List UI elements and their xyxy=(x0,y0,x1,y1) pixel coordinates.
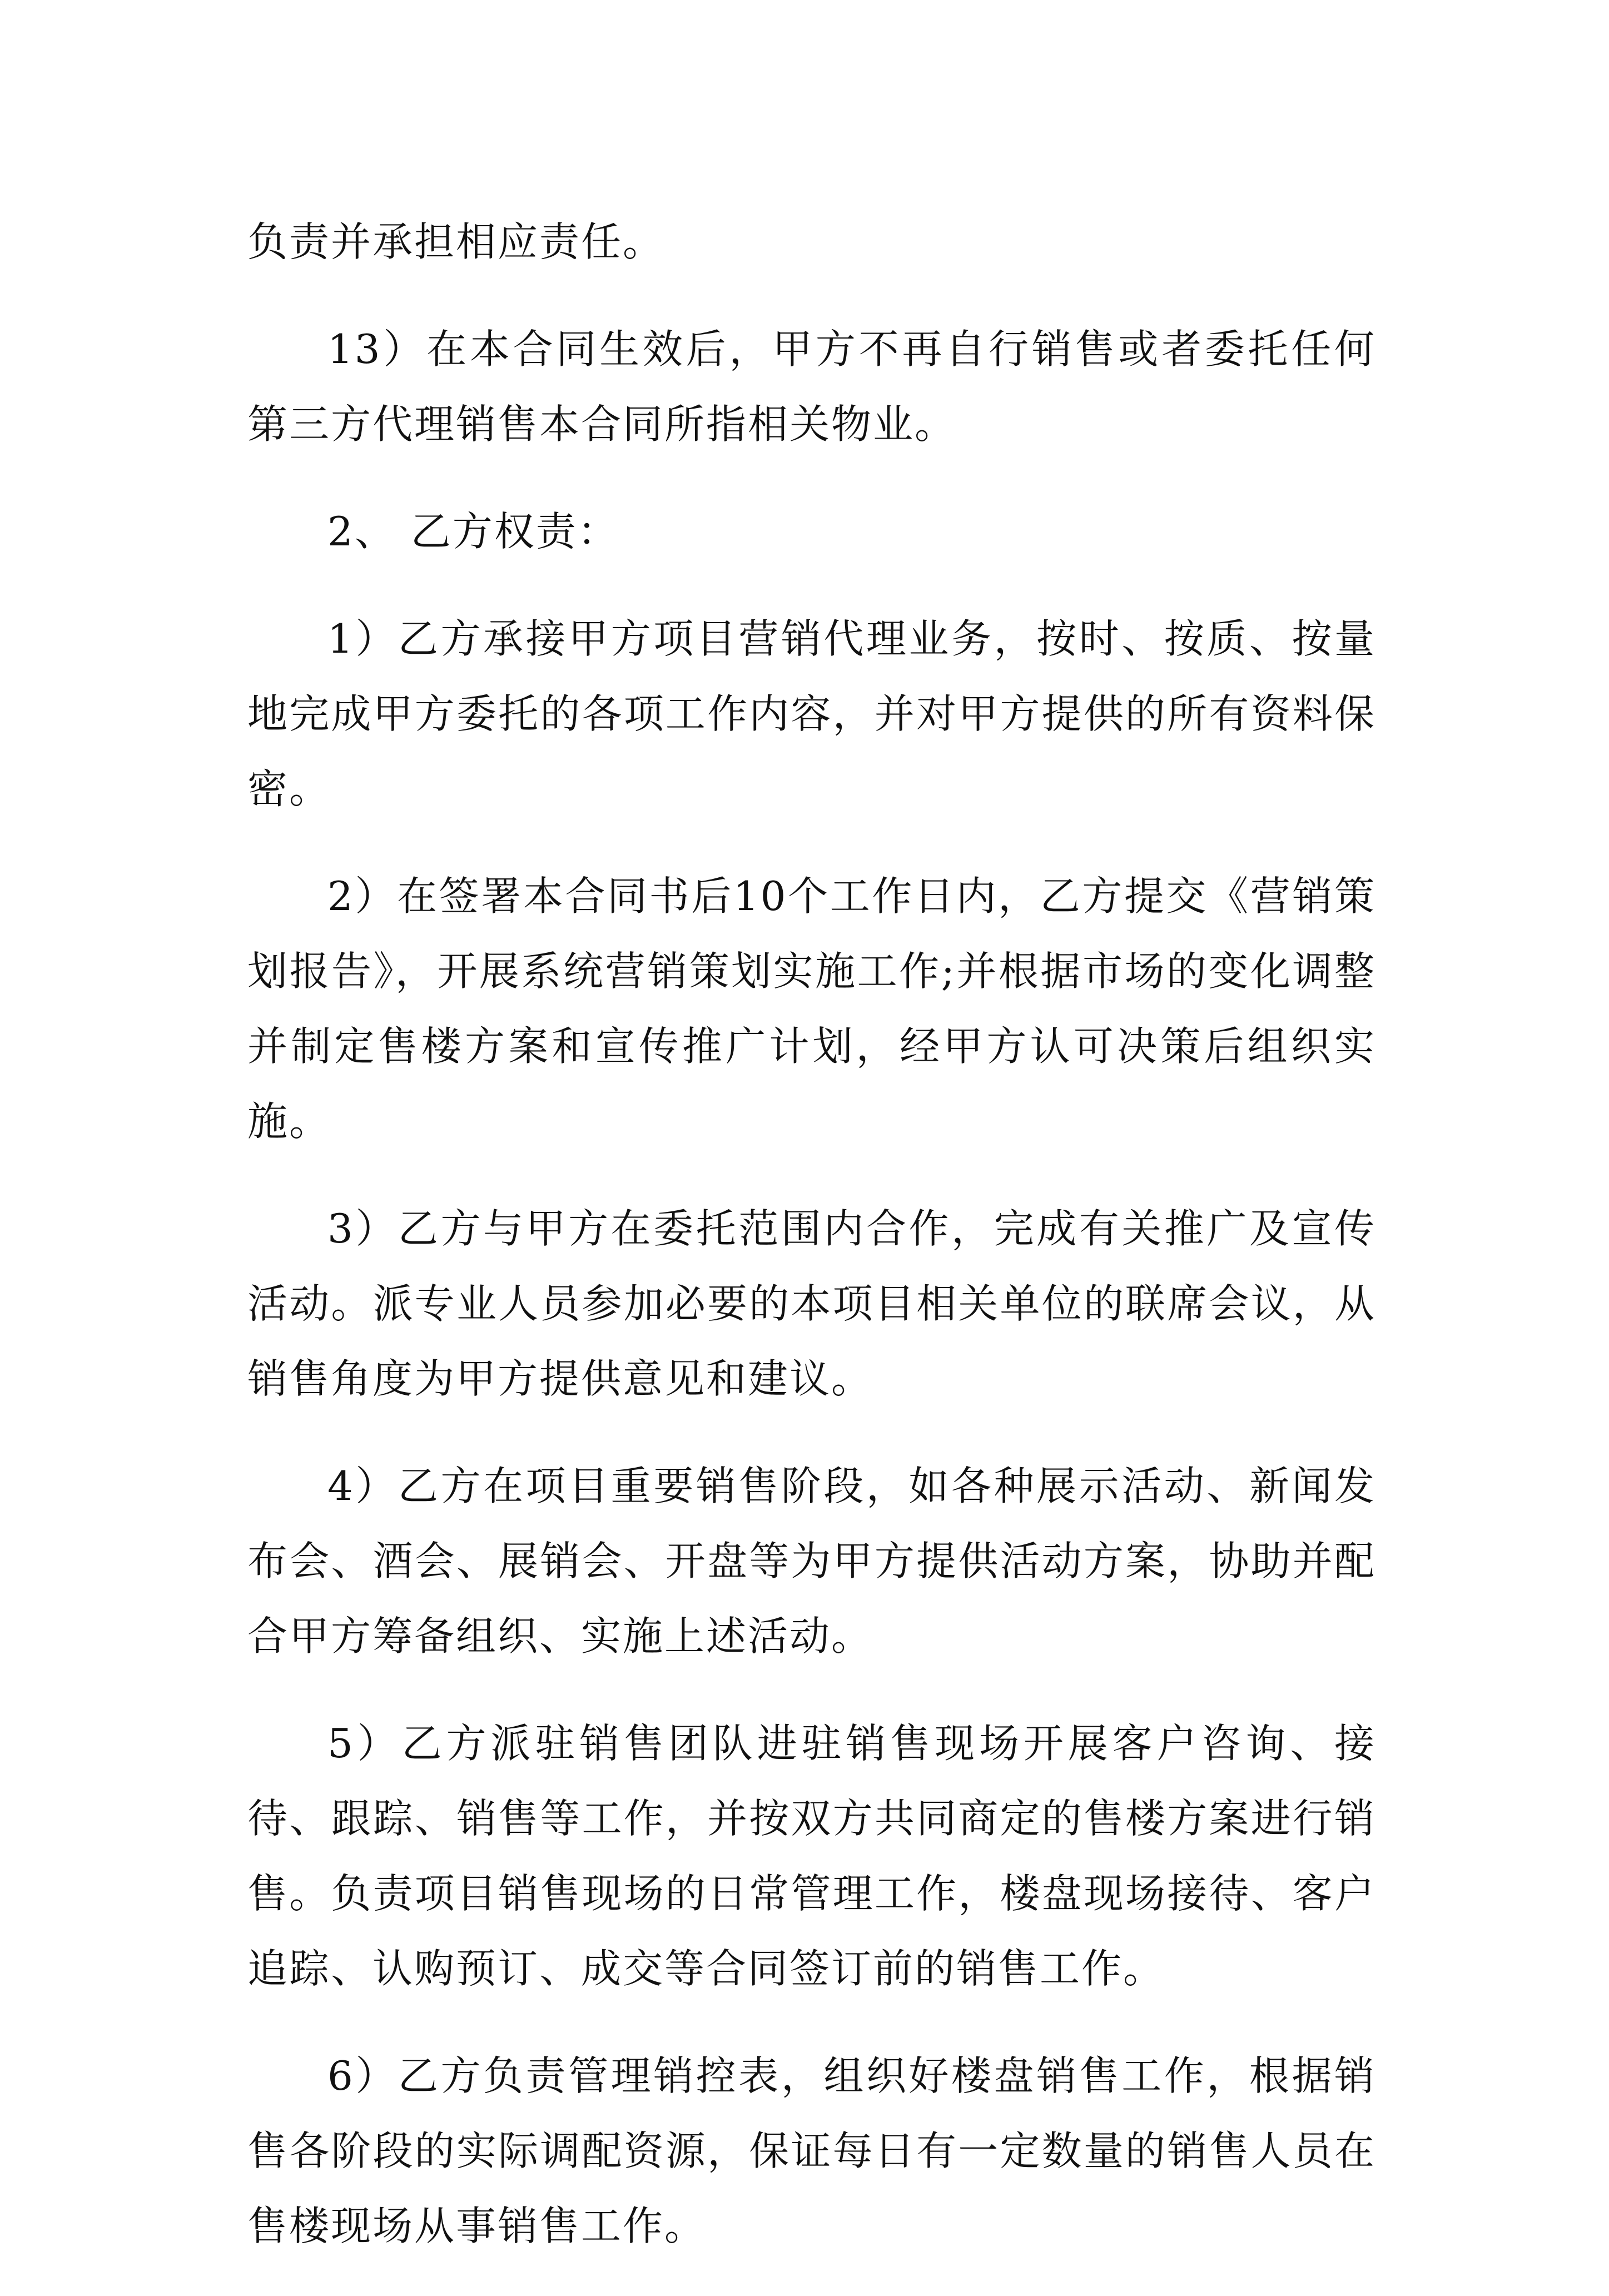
paragraph-clause-b4: 4）乙方在项目重要销售阶段，如各种展示活动、新闻发布会、酒会、展销会、开盘等为甲方提供活动方案，协助并配合甲方筹备组织、实施上述活动。 xyxy=(247,1463,1376,1659)
section-heading-party-b-duties: 2、 乙方权责： xyxy=(327,508,619,555)
paragraph-continuation: 负责并承担相应责任。 xyxy=(247,218,665,265)
paragraph-clause-b2: 2）在签署本合同书后10个工作日内，乙方提交《营销策划报告》，开展系统营销策划实施工作;并根据市场的变化调整并制定售楼方案和宣传推广计划，经甲方认可决策后组织实施。 xyxy=(247,873,1376,1145)
paragraph-clause-b3: 3）乙方与甲方在委托范围内合作，完成有关推广及宣传活动。派专业人员参加必要的本项目相关单位的联席会议，从销售角度为甲方提供意见和建议。 xyxy=(247,1205,1376,1402)
document-body xyxy=(247,205,1376,2296)
paragraph-clause-b1: 1）乙方承接甲方项目营销代理业务，按时、按质、按量地完成甲方委托的各项工作内容，并对甲方提供的所有资料保密。 xyxy=(247,615,1376,812)
paragraph-clause-b6: 6）乙方负责管理销控表，组织好楼盘销售工作，根据销售各阶段的实际调配资源，保证每日有一定数量的销售人员在售楼现场从事销售工作。 xyxy=(247,2053,1376,2249)
paragraph-clause-b5: 5）乙方派驻销售团队进驻销售现场开展客户咨询、接待、跟踪、销售等工作，并按双方共同商定的售楼方案进行销售。负责项目销售现场的日常管理工作，楼盘现场接待、客户追踪、认购预订、成交等合同签订前的销售工作。 xyxy=(247,1720,1376,1992)
paragraph-clause-13: 13）在本合同生效后，甲方不再自行销售或者委托任何第三方代理销售本合同所指相关物业。 xyxy=(247,326,1376,448)
